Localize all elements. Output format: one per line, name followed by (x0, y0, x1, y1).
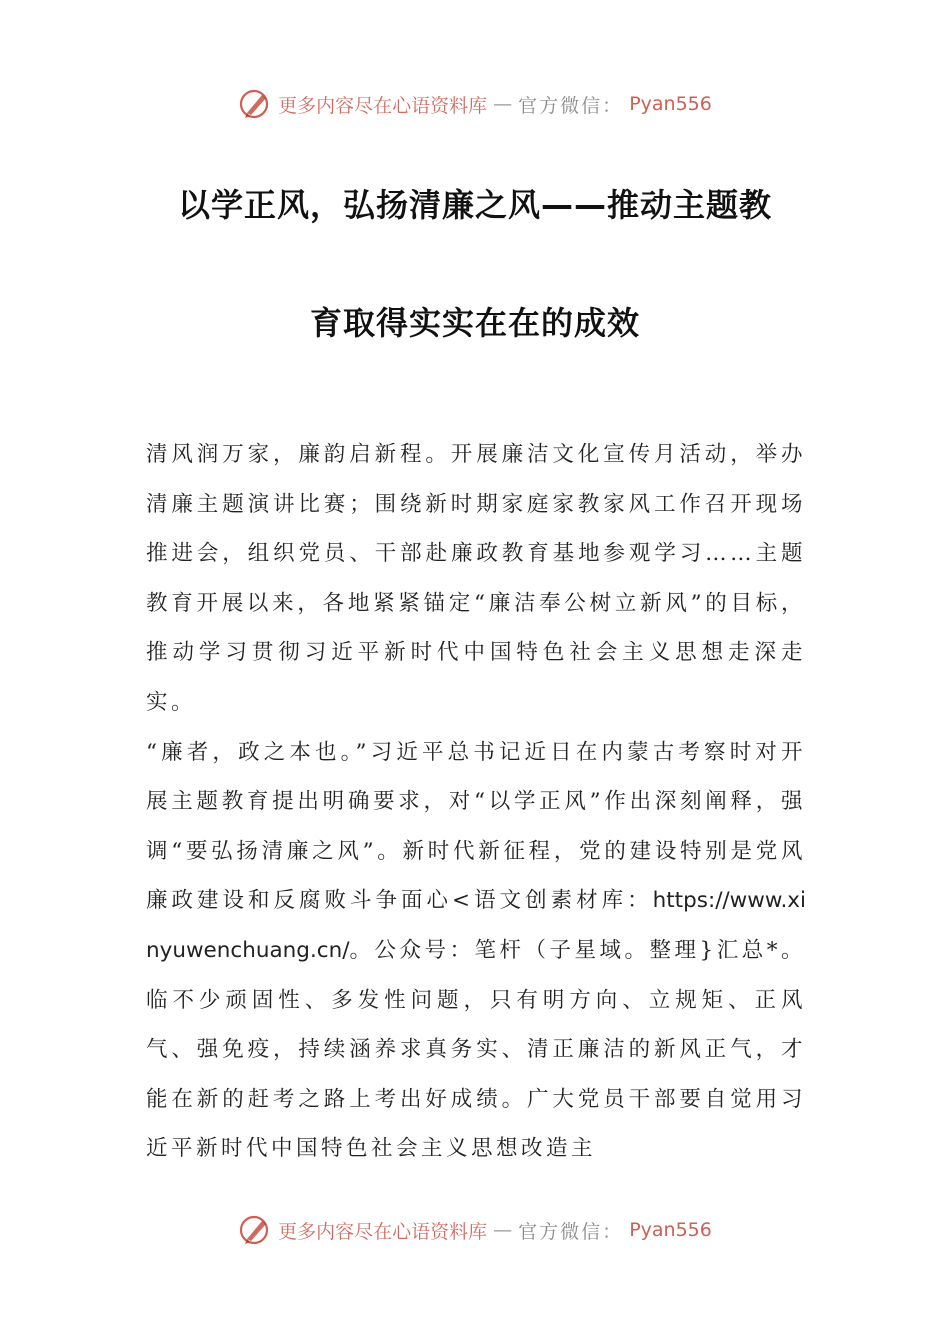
paragraph-1: 清风润万家，廉韵启新程。开展廉洁文化宣传月活动，举办清廉主题演讲比赛；围绕新时期家庭家教家风工作召开现场推进会，组织党员、干部赴廉政教育基地参观学习……主题教育开展以来，各地紧紧锚定“廉洁奉公树立新风”的目标，推动学习贯彻习近平新时代中国特色社会主义思想走深走实。 (146, 442, 806, 715)
watermark-brand-text: 更多内容尽在心语资料库 (278, 94, 488, 117)
footer-watermark (0, 1210, 950, 1250)
watermark-wechat-id: Pyan556 (629, 1219, 712, 1241)
watermark-wechat-label: 官方微信： (518, 94, 624, 117)
watermark-separator: — (493, 93, 513, 115)
paragraph-2 (146, 728, 806, 1174)
watermark-separator: — (493, 1219, 513, 1241)
watermark-brand-text: 更多内容尽在心语资料库 (278, 1220, 488, 1243)
watermark-wechat-id: Pyan556 (629, 93, 712, 115)
paragraph-2-part-1: “廉者，政之本也。”习近平总书记近日在内蒙古考察时对开展主题教育提出明确要求，对“以学正风”作出深刻阐释，强调“要弘扬清廉之风”。新时代新征程，党的建设特别是党风廉政建设和反腐败斗争面心<语文创素材库： (146, 739, 806, 914)
document-title-line-1: 以学正风，弘扬清廉之风——推动主题教 (177, 186, 772, 224)
pen-logo-icon (238, 87, 272, 121)
paragraph-2-url: https://www.xinyuwenchuang.cn/ (146, 888, 806, 963)
document-body (146, 430, 806, 1174)
paragraph-2-part-2: 。公众号：笔杆（子星域。整理}汇总*。临不少顽固性、多发性问题，只有明方向、立规矩、正风气、强免疫，持续涵养求真务实、清正廉洁的新风正气，才能在新的赶考之路上考出好成绩。广大党员干部要自觉用习近平新时代中国特色社会主义思想改造主 (146, 937, 806, 1162)
document-title-line-2: 育取得实实在在的成效 (309, 304, 640, 342)
header-watermark (0, 84, 950, 124)
watermark-wechat-label: 官方微信： (518, 1220, 624, 1243)
pen-logo-icon (238, 1213, 272, 1247)
